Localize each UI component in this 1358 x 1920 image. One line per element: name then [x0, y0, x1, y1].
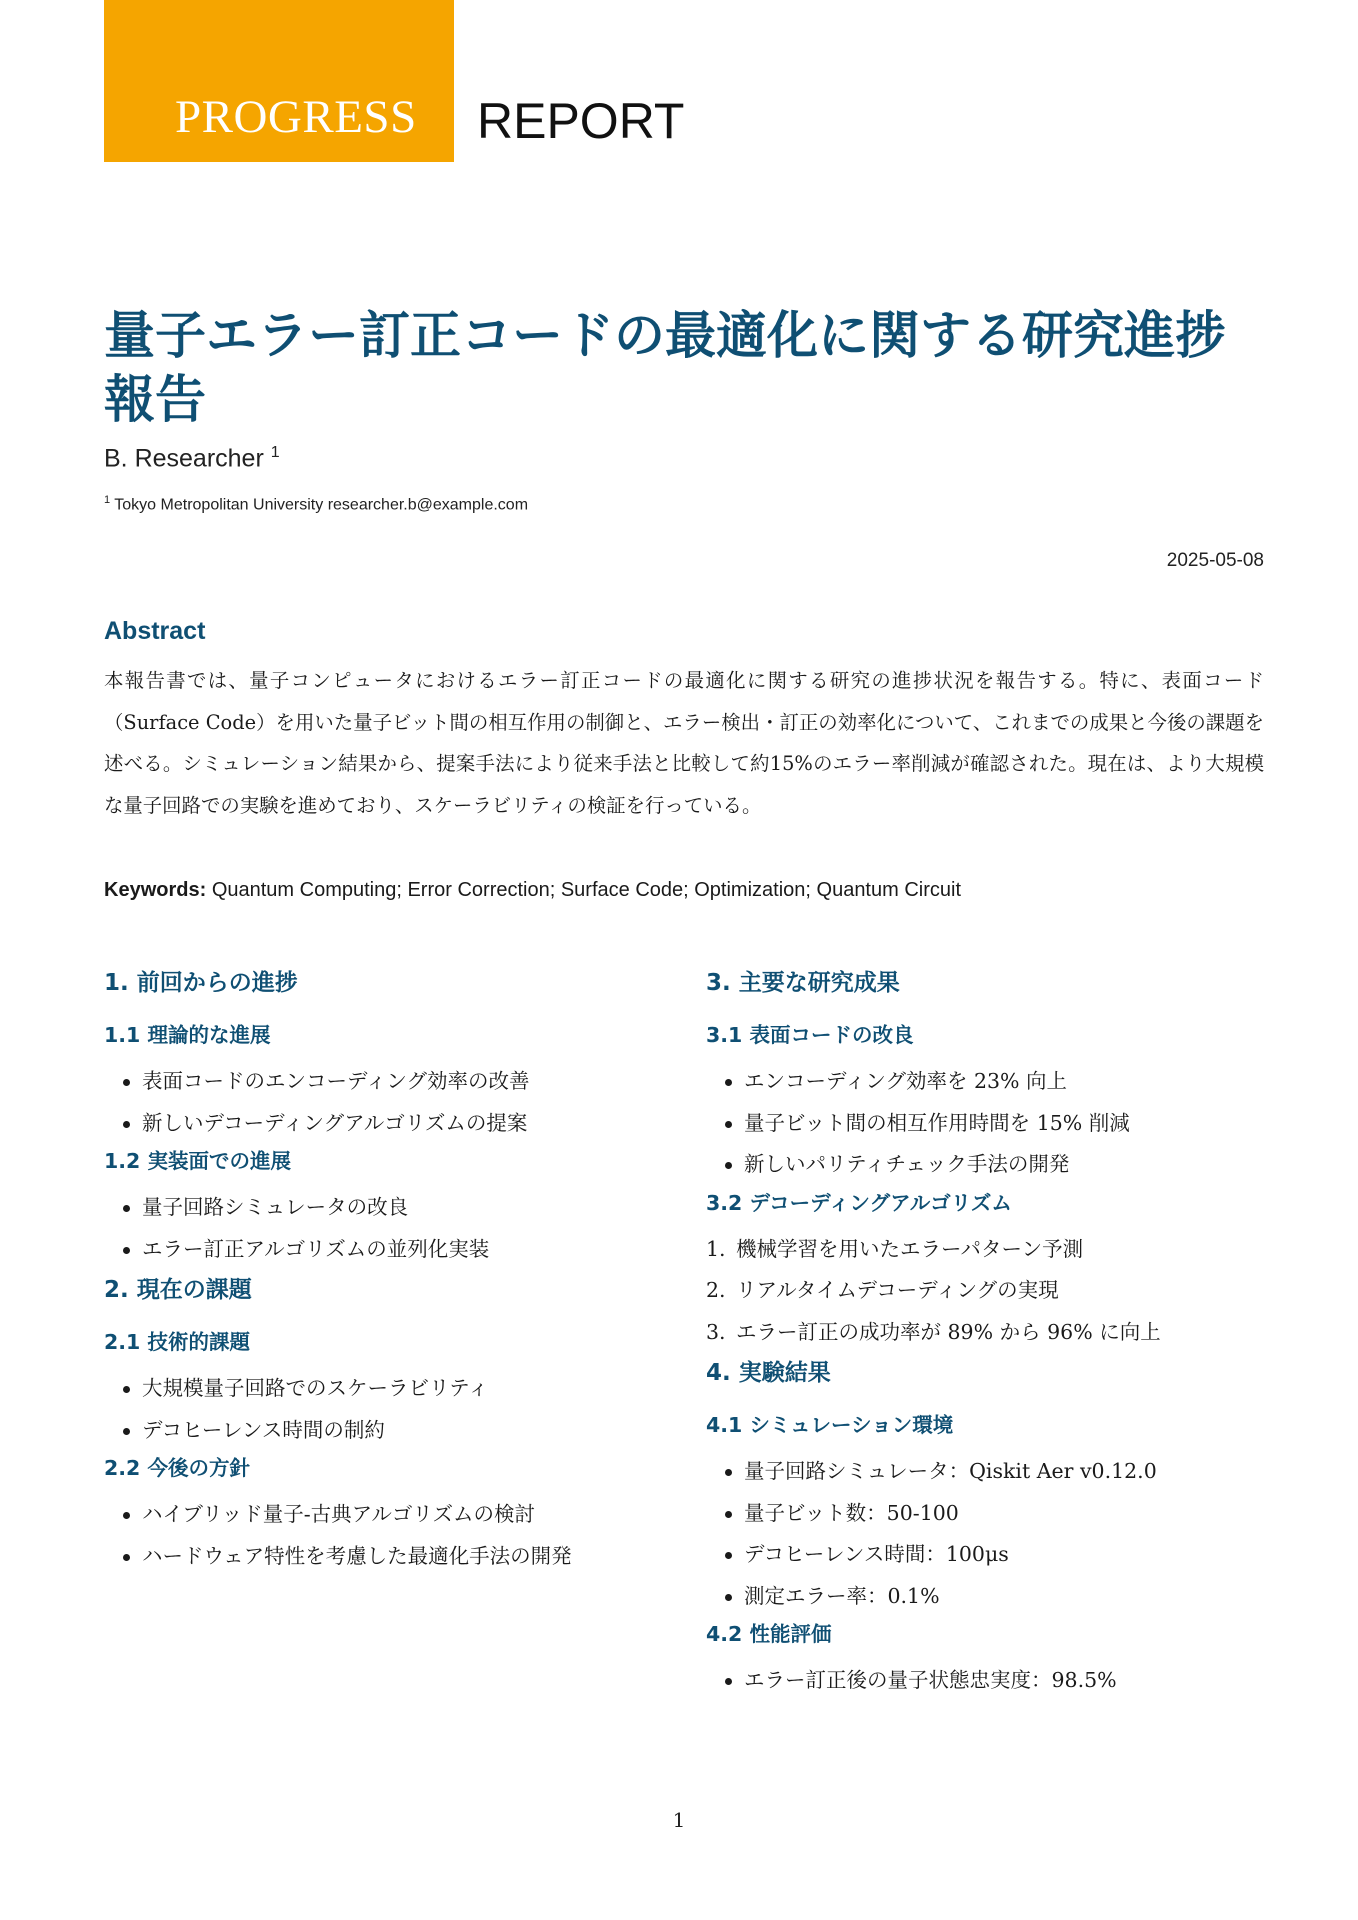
- keywords-text: Quantum Computing; Error Correction; Surface Code; Optimization; Quantum Circuit: [211, 879, 962, 901]
- list-item: [706, 1270, 1266, 1312]
- bullet-list: [706, 1061, 1266, 1186]
- subsection-heading: 4.1 シミュレーション環境: [706, 1413, 954, 1437]
- list-item-text: 機械学習を用いたエラーパターン予測: [736, 1236, 1084, 1261]
- subsection-heading: 4.2 性能評価: [706, 1622, 832, 1646]
- list-item: 新しいデコーディングアルゴリズムの提案: [104, 1103, 664, 1145]
- bullet-list: [104, 1368, 664, 1451]
- list-item: デコヒーレンス時間：100μs: [706, 1534, 1266, 1576]
- list-item: 測定エラー率：0.1%: [706, 1576, 1266, 1618]
- list-item: ハードウェア特性を考慮した最適化手法の開発: [104, 1536, 664, 1578]
- numbered-list: [706, 1229, 1266, 1354]
- bullet-list: [706, 1451, 1266, 1617]
- right-column: [706, 965, 1266, 1704]
- subsection-heading: 2.2 今後の方針: [104, 1456, 250, 1480]
- list-number: 2.: [706, 1278, 726, 1302]
- keywords-line: [104, 879, 1274, 902]
- header-report-label: REPORT: [477, 93, 685, 149]
- section-heading: 2. 現在の課題: [104, 1277, 252, 1303]
- list-number: 3.: [706, 1319, 726, 1344]
- subsection-heading: 3.1 表面コードの改良: [706, 1023, 914, 1047]
- document-date: 2025-05-08: [1166, 550, 1264, 571]
- section-heading: 1. 前回からの進捗: [104, 970, 298, 996]
- abstract-heading: Abstract: [104, 617, 206, 645]
- subsection-heading: 3.2 デコーディングアルゴリズム: [706, 1190, 1012, 1215]
- section-heading: 3. 主要な研究成果: [706, 970, 900, 996]
- left-column: [104, 965, 664, 1579]
- bullet-list: [706, 1660, 1266, 1702]
- list-item: デコヒーレンス時間の制約: [104, 1410, 664, 1452]
- list-item: 量子ビット間の相互作用時間を 15% 削減: [706, 1103, 1266, 1145]
- document-title: 量子エラー訂正コードの最適化に関する研究進捗報告: [104, 307, 1227, 430]
- header-progress-label: PROGRESS: [175, 91, 417, 143]
- subsection-heading: 2.1 技術的課題: [104, 1330, 250, 1354]
- list-item: エラー訂正後の量子状態忠実度：98.5%: [706, 1660, 1266, 1702]
- author-affiliation-mark: 1: [270, 444, 280, 461]
- list-item: [706, 1312, 1266, 1354]
- list-item: 大規模量子回路でのスケーラビリティ: [104, 1368, 664, 1410]
- bullet-list: [104, 1187, 664, 1270]
- list-item: 表面コードのエンコーディング効率の改善: [104, 1061, 664, 1103]
- list-item: 量子回路シミュレータ：Qiskit Aer v0.12.0: [706, 1451, 1266, 1493]
- author-name: B. Researcher: [104, 444, 264, 473]
- list-item: エンコーディング効率を 23% 向上: [706, 1061, 1266, 1103]
- list-item: 新しいパリティチェック手法の開発: [706, 1144, 1266, 1186]
- list-number: 1.: [706, 1236, 726, 1261]
- bullet-list: [104, 1494, 664, 1577]
- list-item-text: エラー訂正の成功率が 89% から 96% に向上: [736, 1319, 1161, 1344]
- section-heading: 4. 実験結果: [706, 1360, 831, 1386]
- subsection-heading: 1.2 実装面での進展: [104, 1149, 291, 1173]
- affiliation-text: Tokyo Metropolitan University researcher.b@example.com: [114, 496, 529, 514]
- list-item: ハイブリッド量子-古典アルゴリズムの検討: [104, 1494, 664, 1536]
- page-number: 1: [672, 1808, 686, 1832]
- list-item: 量子回路シミュレータの改良: [104, 1187, 664, 1229]
- list-item: 量子ビット数：50-100: [706, 1493, 1266, 1535]
- bullet-list: [104, 1061, 664, 1144]
- affiliation-mark: 1: [104, 494, 111, 506]
- keywords-label: Keywords:: [104, 879, 207, 901]
- list-item: エラー訂正アルゴリズムの並列化実装: [104, 1229, 664, 1271]
- affiliation-line: [104, 494, 528, 514]
- author-line: [104, 444, 280, 473]
- list-item-text: リアルタイムデコーディングの実現: [736, 1278, 1059, 1302]
- subsection-heading: 1.1 理論的な進展: [104, 1023, 271, 1047]
- abstract-body: 本報告書では、量子コンピュータにおけるエラー訂正コードの最適化に関する研究の進捗状況を報告する。特に、表面コード（Surface Code）を用いた量子ビット間の相互作用の制御と、エラー検出・訂正の効率化について、これまでの成果と今後の課題を述べる。シミュレーション結果から、提案手法により従来手法と比較して約15%のエラー率削減が確認された。現在は、より大規模な量子回路での実験を進めており、スケーラビリティの検証を行っている。: [104, 669, 1264, 817]
- list-item: [706, 1229, 1266, 1271]
